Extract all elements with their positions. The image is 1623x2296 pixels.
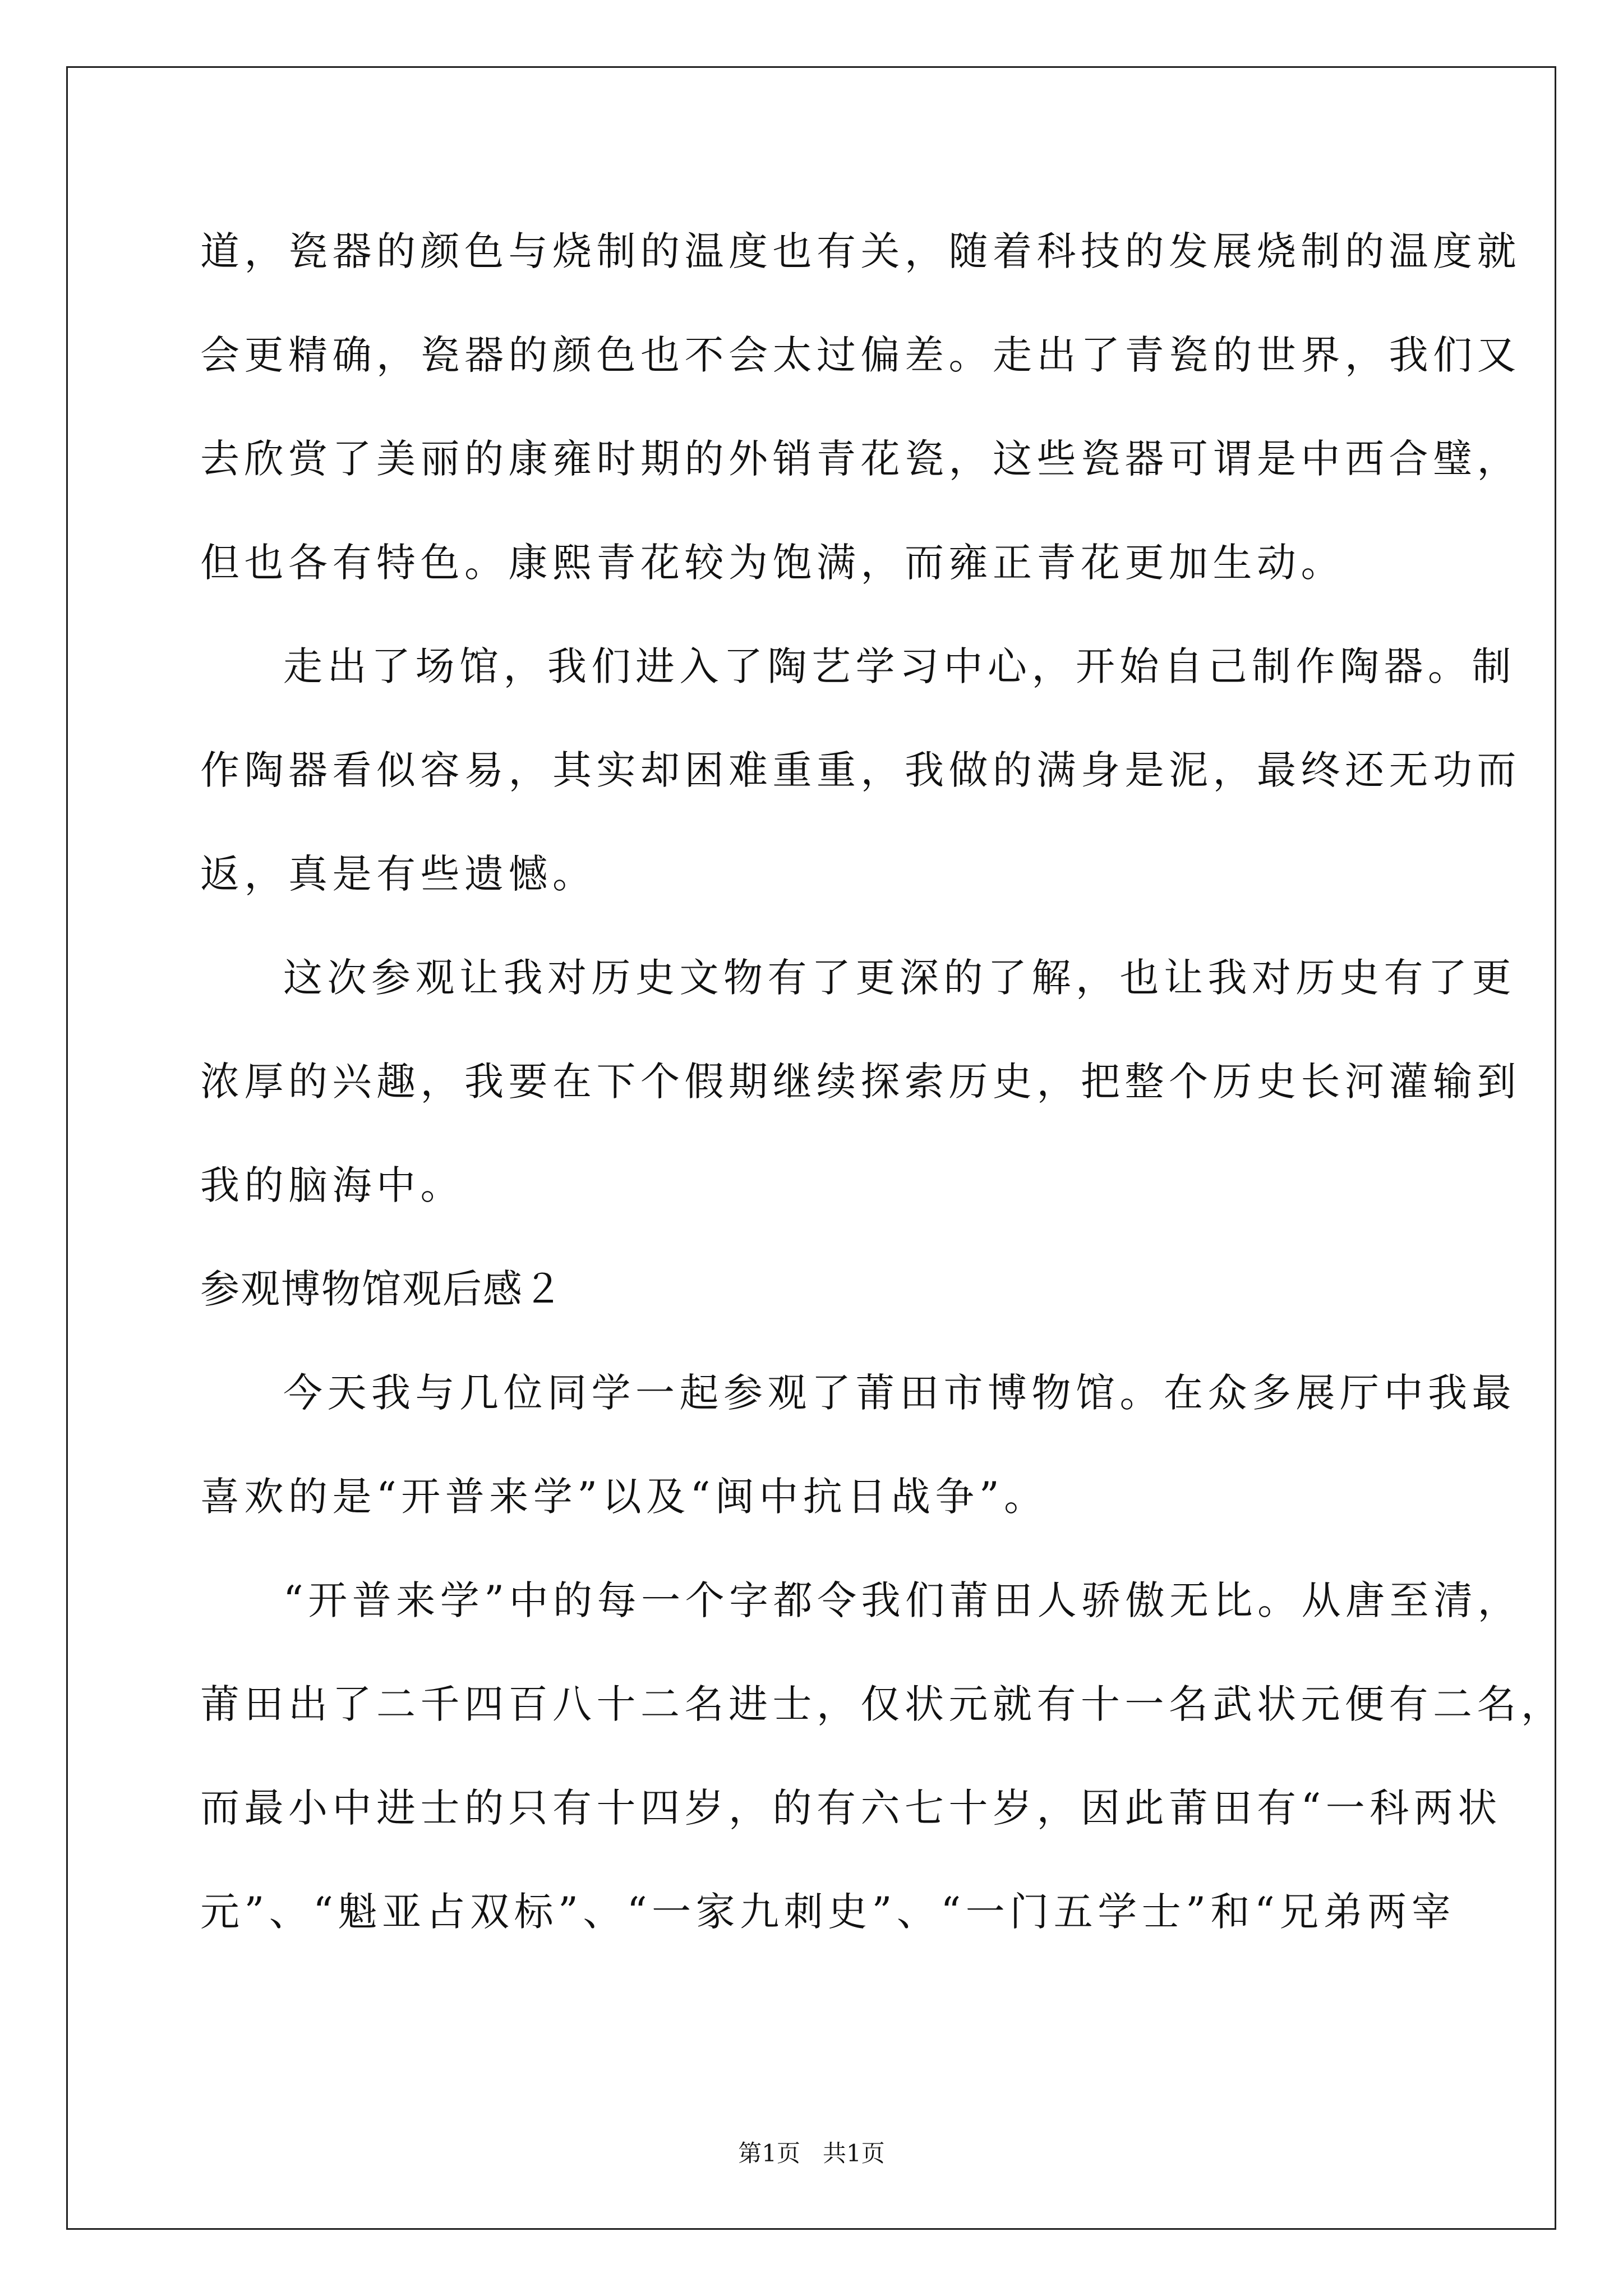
paragraph-first-line: 走出了场馆，我们进入了陶艺学习中心，开始自己制作陶器。制: [283, 643, 1516, 689]
page-footer: 第1页 共1页: [738, 2139, 885, 2167]
body-line: 道，瓷器的颜色与烧制的温度也有关，随着科技的发展烧制的温度就: [200, 228, 1521, 274]
body-line: 喜欢的是“开普来学”以及“闽中抗日战争”。: [200, 1474, 1048, 1520]
body-line: 返，真是有些遗憾。: [200, 851, 597, 897]
body-line: 但也各有特色。康熙青花较为饱满，而雍正青花更加生动。: [200, 540, 1345, 586]
body-line: 去欣赏了美丽的康雍时期的外销青花瓷，这些瓷器可谓是中西合璧，: [200, 436, 1521, 482]
body-line: 浓厚的兴趣，我要在下个假期继续探索历史，把整个历史长河灌输到: [200, 1059, 1521, 1105]
body-line: 莆田出了二千四百八十二名进士，仅状元就有十一名武状元便有二名，: [200, 1681, 1565, 1727]
section-heading: 参观博物馆观后感２: [200, 1266, 564, 1312]
body-line: 作陶器看似容易，其实却困难重重，我做的满身是泥，最终还无功而: [200, 747, 1521, 793]
body-line: 会更精确，瓷器的颜色也不会太过偏差。走出了青瓷的世界，我们又: [200, 332, 1521, 378]
paragraph-first-line: “开普来学”中的每一个字都令我们莆田人骄傲无比。从唐至清，: [283, 1577, 1522, 1623]
body-line: 而最小中进士的只有十四岁，的有六七十岁，因此莆田有“一科两状: [200, 1785, 1502, 1831]
body-line: 我的脑海中。: [200, 1162, 464, 1208]
paragraph-first-line: 这次参观让我对历史文物有了更深的了解，也让我对历史有了更: [283, 955, 1516, 1001]
paragraph-first-line: 今天我与几位同学一起参观了莆田市博物馆。在众多展厅中我最: [283, 1370, 1516, 1416]
body-line: 元”、“魁亚占双标”、“一家九刺史”、“一门五学士”和“兄弟两宰: [200, 1889, 1456, 1935]
